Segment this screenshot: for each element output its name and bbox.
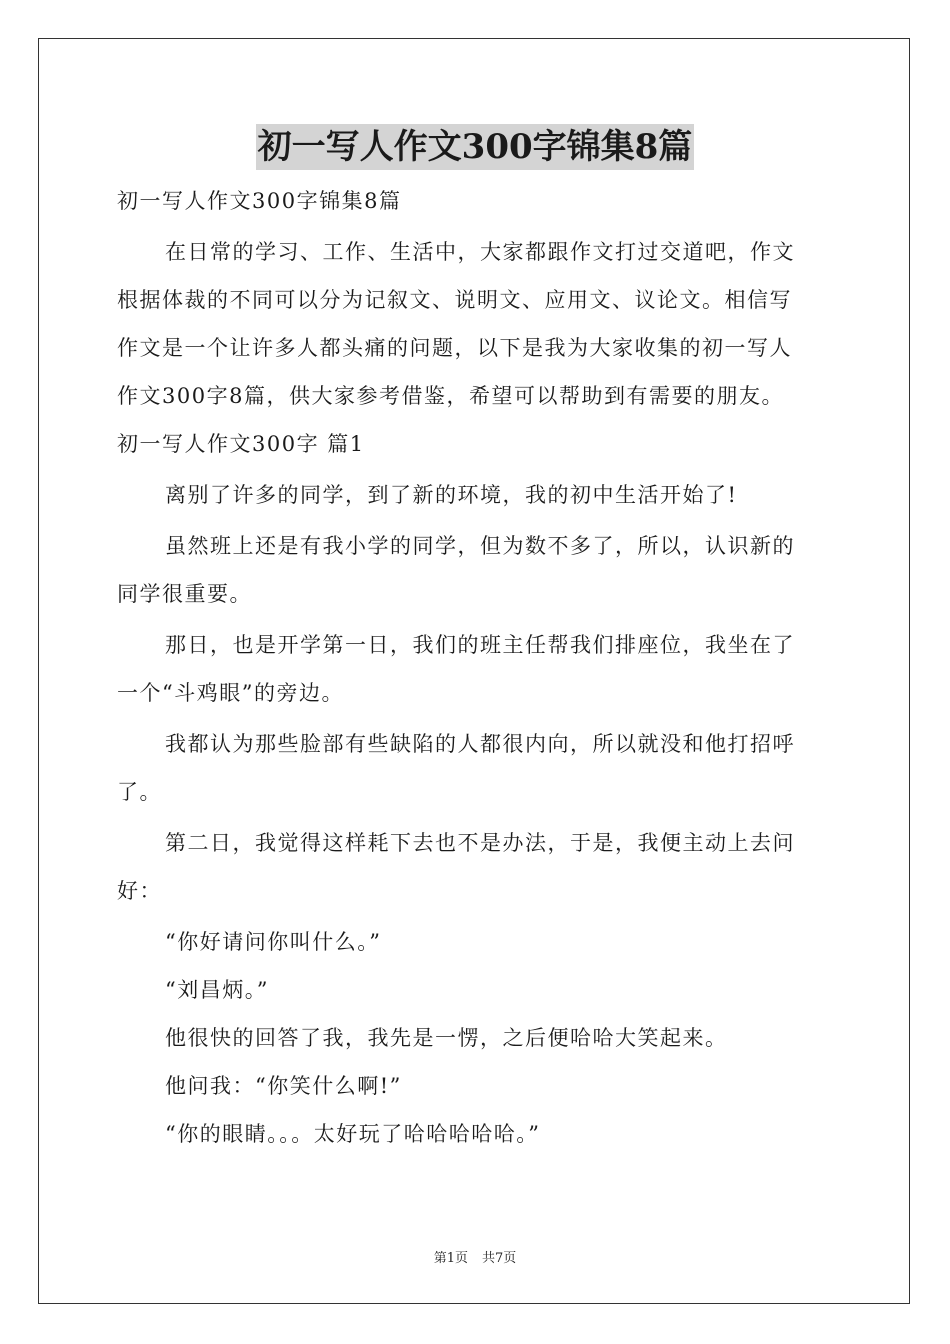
intro-line: 根据体裁的不同可以分为记叙文、说明文、应用文、议论文。相信写	[117, 288, 792, 312]
paragraph-line: 我都认为那些脸部有些缺陷的人都很内向，所以就没和他打招呼	[165, 732, 795, 756]
paragraph-line: 一个“斗鸡眼”的旁边。	[117, 681, 344, 705]
page-number: 第1页	[433, 1251, 468, 1266]
section-heading: 初一写人作文300字 篇1	[117, 432, 365, 456]
paragraph: 他很快的回答了我，我先是一愣，之后便哈哈大笑起来。	[165, 1026, 728, 1050]
paragraph-line: 虽然班上还是有我小学的同学，但为数不多了，所以，认识新的	[165, 534, 795, 558]
page-footer	[0, 1247, 950, 1266]
paragraph-line: 第二日，我觉得这样耗下去也不是办法，于是，我便主动上去问	[165, 831, 795, 855]
paragraph-line: 同学很重要。	[117, 582, 252, 606]
dialogue-line: “刘昌炳。”	[165, 978, 269, 1002]
paragraph-line: 那日，也是开学第一日，我们的班主任帮我们排座位，我坐在了	[165, 633, 795, 657]
intro-line: 作文300字8篇，供大家参考借鉴，希望可以帮助到有需要的朋友。	[117, 384, 784, 408]
paragraph-line: 好：	[117, 879, 162, 903]
page-total: 共7页	[482, 1251, 517, 1266]
title-container	[0, 124, 950, 170]
paragraph: 离别了许多的同学，到了新的环境，我的初中生活开始了!	[165, 483, 738, 507]
paragraph-line: 了。	[117, 780, 162, 804]
intro-line: 作文是一个让许多人都头痛的问题，以下是我为大家收集的初一写人	[117, 336, 792, 360]
paragraph: 他问我：“你笑什么啊!”	[165, 1074, 402, 1098]
dialogue-line: “你的眼睛。。。太好玩了哈哈哈哈哈。”	[165, 1122, 541, 1146]
document-body	[117, 177, 835, 1158]
intro-line: 在日常的学习、工作、生活中，大家都跟作文打过交道吧，作文	[165, 240, 795, 264]
dialogue-line: “你好请问你叫什么。”	[165, 930, 382, 954]
document-title: 初一写人作文300字锦集8篇	[256, 124, 695, 170]
subtitle: 初一写人作文300字锦集8篇	[117, 189, 402, 213]
